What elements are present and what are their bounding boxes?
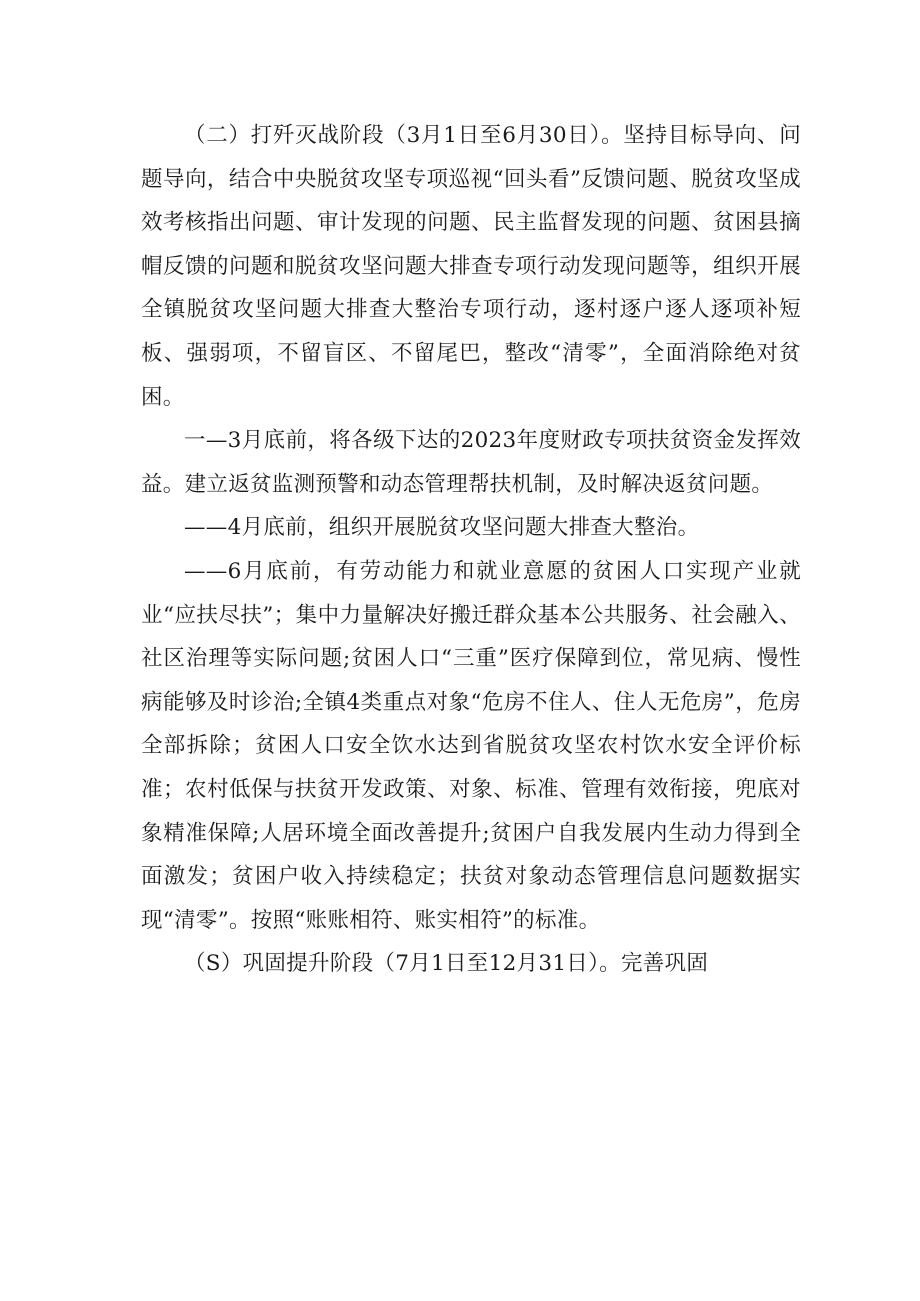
paragraph-stage-two: （二）打歼灭战阶段（3月1日至6月30日）。坚持目标导向、问题导向，结合中央脱贫攻坚专项巡视“回头看”反馈问题、脱贫攻坚成效考核指出问题、审计发现的问题、民主监督发现的问题、贫困县摘帽反馈的问题和脱贫攻坚问题大排查专项行动发现问题等，组织开展全镇脱贫攻坚问题大排查大整治专项行动，逐村逐户逐人逐项补短板、强弱项，不留盲区、不留尾巴，整改“清零”，全面消除绝对贫困。 — [141, 123, 801, 410]
paragraph-april-deadline: ——4月底前，组织开展脱贫攻坚问题大排查大整治。 — [184, 515, 700, 541]
document-body — [141, 114, 801, 986]
paragraph-march-deadline: 一—3月底前，将各级下达的2023年度财政专项扶贫资金发挥效益。建立返贫监测预警和动态管理帮扶机制，及时解决返贫问题。 — [141, 428, 801, 497]
paragraph-june-deadline: ——6月底前，有劳动能力和就业意愿的贫困人口实现产业就业“应扶尽扶”；集中力量解决好搬迁群众基本公共服务、社会融入、社区治理等实际问题;贫困人口“三重”医疗保障到位，常见病、慢性病能够及时诊治;全镇4类重点对象“危房不住人、住人无危房”，危房全部拆除；贫困人口安全饮水达到省脱贫攻坚农村饮水安全评价标准；农村低保与扶贫开发政策、对象、标准、管理有效衔接，兜底对象精准保障;人居环境全面改善提升;贫困户自我发展内生动力得到全面激发；贫困户收入持续稳定；扶贫对象动态管理信息问题数据实现“清零”。按照“账账相符、账实相符”的标准。 — [141, 558, 801, 933]
paragraph-stage-three: （S）巩固提升阶段（7月1日至12月31日）。完善巩固 — [184, 951, 709, 977]
